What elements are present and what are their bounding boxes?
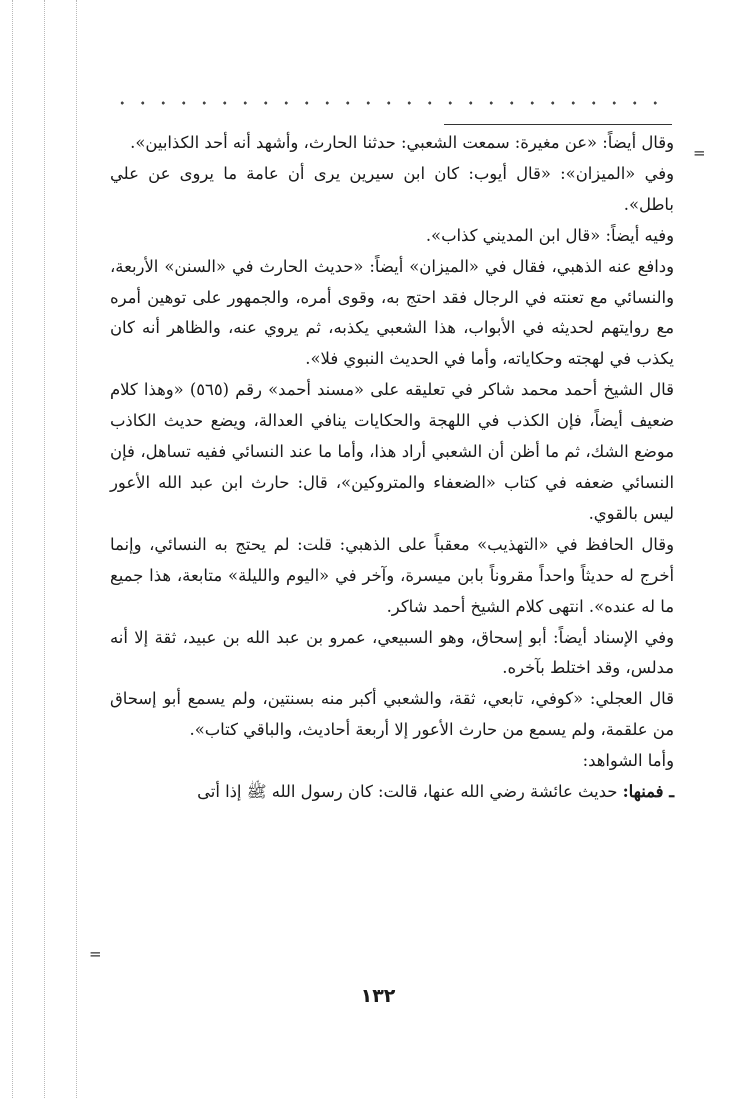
paragraph: قال الشيخ أحمد محمد شاكر في تعليقه على «مسند أحمد» رقم (٥٦٥) «وهذا كلام ضعيف أيضاً، فإن الكذب في اللهجة والحكايات ينافي العدالة، ويضع حديث الكاذب موضع الشك، ثم ما أظن أن الشعبي أراد هذا، وأما ما عند النسائي ففيه تساهل، فإن النسائي ضعفه في كتاب «الضعفاء والمتروكين»، قال: حارث ابن عبد الله الأعور ليس بالقوي. [110, 380, 675, 523]
margin-mark-top: = [693, 144, 706, 162]
paragraph: وقال أيضاً: «عن مغيرة: سمعت الشعبي: حدثنا الحارث، وأشهد أنه أحد الكذابين». [130, 133, 674, 152]
margin-guide-line [44, 0, 45, 1098]
page-body [110, 128, 674, 808]
paragraph: ودافع عنه الذهبي، فقال في «الميزان» أيضاً: «حديث الحارث في «السنن» الأربعة، والنسائي مع تعنته في الرجال فقد احتج به، وقوى أمره، والجمهور على توهين أمره مع روايتهم لحديثه في الأبواب، هذا الشعبي يكذبه، ثم يروي عنه، والظاهر أنه كان يكذب في لهجته وحكاياته، وأما في الحديث النبوي فلا». [110, 256, 674, 369]
header-dotted-line [112, 98, 672, 108]
paragraph: وأما الشواهد: [582, 751, 674, 771]
section-lead: ـ فمنها: [622, 782, 674, 802]
paragraph: وقال الحافظ في «التهذيب» معقباً على الذهبي: قلت: لم يحتج به النسائي، وإنما أخرج له حديثاً واحداً مقروناً بابن ميسرة، وآخر في «اليوم والليلة» متابعة، هذا جميع ما له عنده». انتهى كلام الشيخ أحمد شاكر. [110, 534, 674, 616]
margin-guide-line [12, 0, 13, 1098]
paragraph: قال العجلي: «كوفي، تابعي، ثقة، والشعبي أكبر منه بسنتين، ولم يسمع أبو إسحاق من علقمة، ولم يسمع من حارث الأعور إلا أربعة أحاديث، والباقي كتاب». [110, 689, 674, 740]
margin-mark-bottom: = [89, 945, 102, 963]
paragraph: وفي الإسناد أيضاً: أبو إسحاق، وهو السبيعي، عمرو بن عبد الله بن عبيد، ثقة إلا أنه مدلس، وقد اختلط بآخره. [110, 627, 674, 678]
header-rule [444, 124, 672, 125]
margin-guide-line [76, 0, 77, 1098]
paragraph: ـ فمنها: حديث عائشة رضي الله عنها، قالت: كان رسول الله ﷺ إذا أتى [197, 782, 674, 802]
paragraph: وفي «الميزان»: «قال أيوب: كان ابن سيرين يرى أن عامة ما يروى عن علي باطل». [110, 163, 674, 214]
paragraph: وفيه أيضاً: «قال ابن المديني كذاب». [425, 225, 674, 245]
page-number: ١٣٢ [360, 985, 396, 1007]
